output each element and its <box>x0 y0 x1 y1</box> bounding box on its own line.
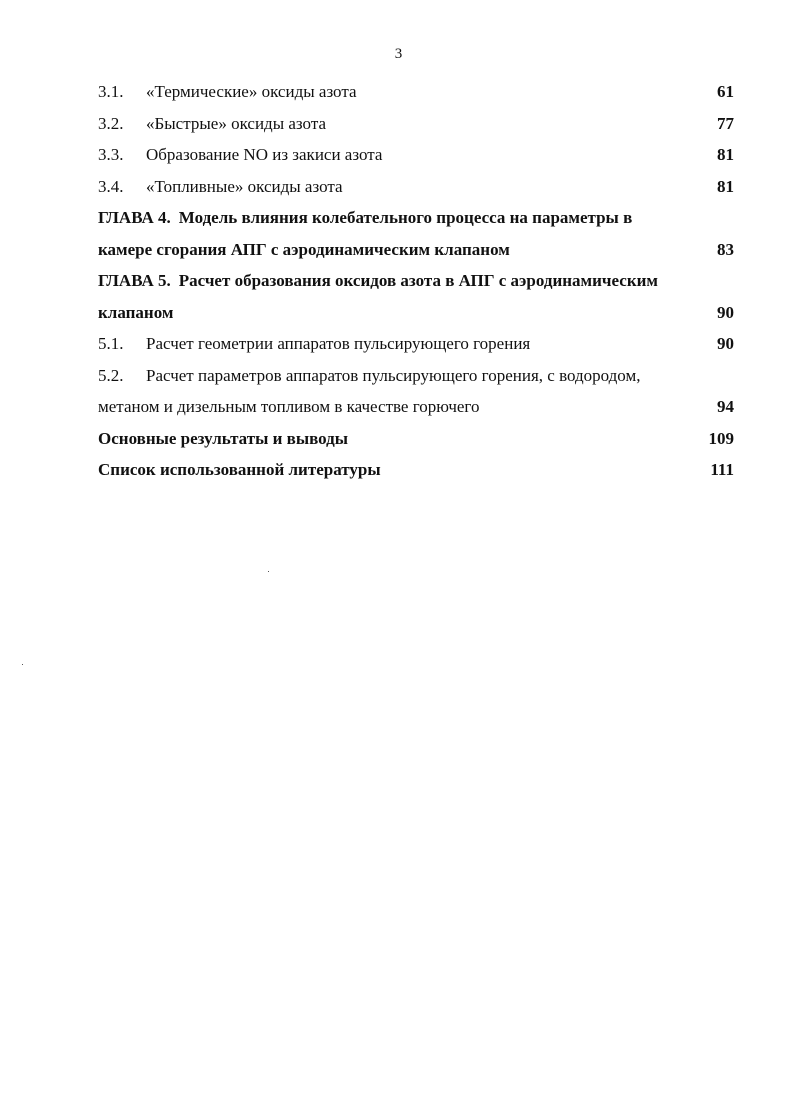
toc-entry-page: 81 <box>717 176 734 196</box>
chapter-label: ГЛАВА 4. <box>98 208 171 227</box>
chapter-label: ГЛАВА 5. <box>98 271 171 290</box>
toc-entry-5-1 <box>98 328 734 360</box>
chapter-title-text: Расчет образования оксидов азота в АПГ с аэродинамическим <box>178 271 658 290</box>
toc-entry-3-4 <box>98 171 734 203</box>
toc-entry-number: 3.3. <box>98 145 124 164</box>
toc-references <box>98 454 734 486</box>
toc-entry-title: «Быстрые» оксиды азота <box>146 113 327 133</box>
toc-entry-title: «Термические» оксиды азота <box>146 82 357 101</box>
toc-entry-5-2-line-2 <box>98 391 734 423</box>
toc-entry-number: 3.2. <box>98 113 124 133</box>
toc-entry-number: 5.2. <box>98 365 124 385</box>
toc-entry-3-1 <box>98 76 734 108</box>
toc-entry-page: 90 <box>717 302 734 322</box>
toc-entry-3-3 <box>98 139 734 171</box>
table-of-contents <box>98 76 734 486</box>
toc-entry-title-continuation: метаном и дизельным топливом в качестве горючего <box>98 397 480 416</box>
toc-entry-title: Расчет параметров аппаратов пульсирующего горения, с водородом, <box>146 365 641 385</box>
toc-entry-title: «Топливные» оксиды азота <box>146 176 343 196</box>
scan-speck <box>268 571 269 572</box>
toc-entry-number: 5.1. <box>98 334 124 353</box>
toc-entry-page: 94 <box>717 397 734 416</box>
toc-entry-page: 77 <box>717 113 734 133</box>
toc-entry-5-2-line-1 <box>98 360 734 392</box>
toc-chapter-5-line-1 <box>98 265 734 297</box>
toc-entry-title: Расчет геометрии аппаратов пульсирующего горения <box>146 334 531 353</box>
toc-entry-page: 81 <box>717 145 734 164</box>
page-number: 3 <box>394 46 403 62</box>
toc-entry-page: 109 <box>708 428 734 448</box>
toc-chapter-4-line-2 <box>98 234 734 266</box>
toc-entry-page: 61 <box>717 82 734 101</box>
toc-entry-number: 3.4. <box>98 176 124 196</box>
chapter-title-continuation: камере сгорания АПГ с аэродинамическим клапаном <box>98 239 510 259</box>
toc-entry-page: 111 <box>710 460 734 479</box>
toc-chapter-4-line-1 <box>98 202 734 234</box>
toc-results-title: Основные результаты и выводы <box>98 428 349 448</box>
toc-references-title: Список использованной литературы <box>98 460 381 479</box>
chapter-title-continuation: клапаном <box>98 302 174 322</box>
toc-entry-number: 3.1. <box>98 82 124 101</box>
scan-speck <box>22 664 23 665</box>
toc-chapter-5-line-2 <box>98 297 734 329</box>
chapter-title-text: Модель влияния колебательного процесса на параметры в <box>178 208 633 227</box>
toc-results <box>98 423 734 455</box>
toc-entry-page: 83 <box>717 239 734 259</box>
toc-entry-page: 90 <box>717 334 734 353</box>
toc-entry-title: Образование NO из закиси азота <box>146 145 383 164</box>
toc-entry-3-2 <box>98 108 734 140</box>
toc-chapter-title <box>98 202 632 234</box>
toc-chapter-title <box>98 265 658 297</box>
